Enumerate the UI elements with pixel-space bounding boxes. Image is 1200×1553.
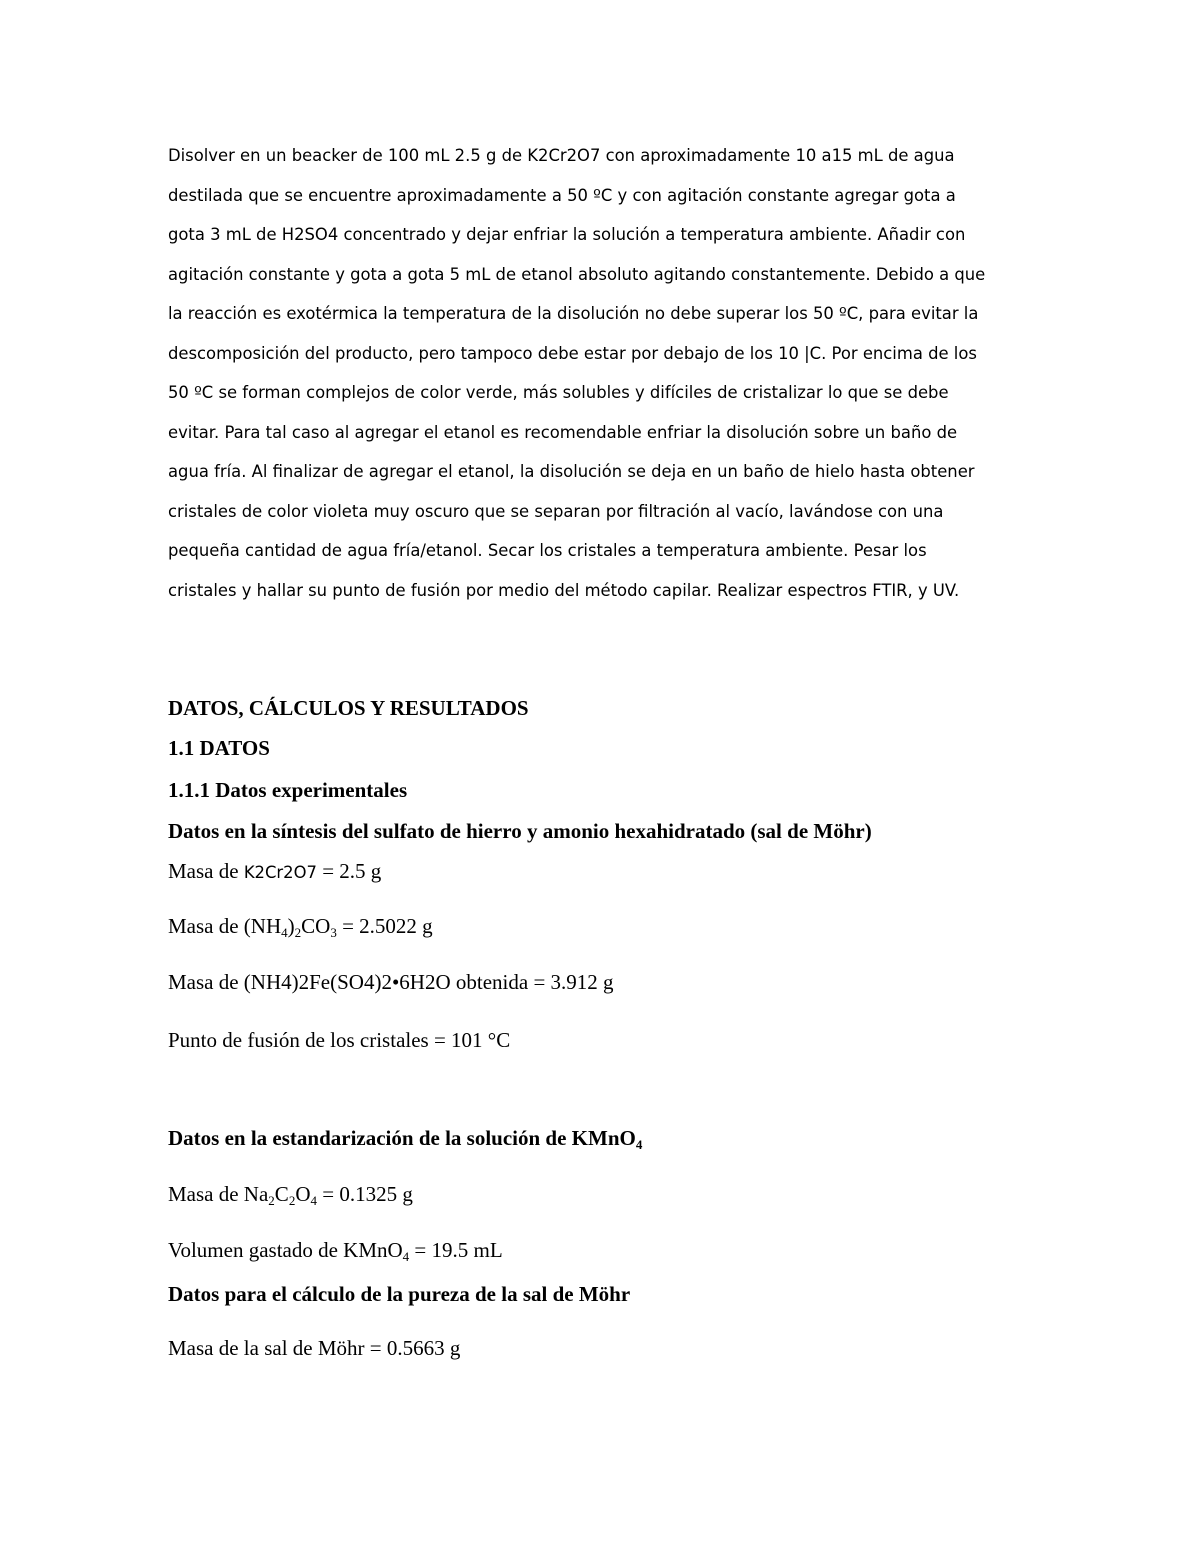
procedure-line: cristales de color violeta muy oscuro que se separan por filtración al vacío, lavándose con una: [168, 501, 944, 521]
standardization-title-sub: 4: [635, 1137, 643, 1152]
procedure-line: evitar. Para tal caso al agregar el etanol es recomendable enfriar la disolución sobre un baño de: [168, 422, 958, 442]
standardization-title-text: Datos en la estandarización de la solución de KMnO: [168, 1126, 636, 1150]
procedure-line: destilada que se encuentre aproximadamente a 50 ºC y con agitación constante agregar gota a: [168, 185, 956, 205]
procedure-paragraph: [168, 136, 1048, 610]
mass-na2c2o4-value: = 0.1325 g: [316, 1182, 413, 1206]
procedure-line: 50 ºC se forman complejos de color verde, más solubles y difíciles de cristalizar lo que se debe: [168, 383, 949, 402]
volume-kmno4-sub: 4: [402, 1249, 410, 1264]
mass-nh4-co3-value: = 2.5022 g: [336, 914, 433, 938]
mass-na2c2o4-line: [168, 1182, 413, 1208]
subsubsection-heading: 1.1.1 Datos experimentales: [168, 778, 408, 802]
section-heading: DATOS, CÁLCULOS Y RESULTADOS: [168, 696, 529, 720]
procedure-line: pequeña cantidad de agua fría/etanol. Secar los cristales a temperatura ambiente. Pesar los: [168, 541, 927, 560]
volume-kmno4-prefix: Volumen gastado de KMnO: [168, 1238, 403, 1262]
mass-nh4-co3-sub: 3: [330, 925, 337, 940]
mass-mohr-salt-obtained-line: Masa de (NH4)2Fe(SO4)2•6H2O obtenida = 3.912 g: [168, 970, 614, 994]
mass-nh4-co3-part: ): [287, 914, 295, 938]
mass-nh4-co3-sub: 2: [294, 925, 302, 940]
mass-nh4-co3-prefix: Masa de (NH: [168, 914, 282, 938]
mass-na2c2o4-sub: 4: [310, 1193, 317, 1208]
mass-na2c2o4-sub: 2: [288, 1193, 296, 1208]
subsection-heading: 1.1 DATOS: [168, 736, 270, 760]
mass-mohr-salt-line: Masa de la sal de Möhr = 0.5663 g: [168, 1336, 461, 1360]
procedure-line: cristales y hallar su punto de fusión por medio del método capilar. Realizar espectros FTIR, y UV.: [168, 580, 960, 600]
mass-na2c2o4-prefix: Masa de Na: [168, 1182, 269, 1206]
volume-kmno4-line: [168, 1238, 503, 1264]
mass-nh4-co3-sub: 4: [281, 925, 288, 940]
mass-na2c2o4-part: O: [295, 1182, 311, 1206]
procedure-line: agua fría. Al finalizar de agregar el etanol, la disolución se deja en un baño de hielo hasta obtener: [168, 462, 975, 481]
synthesis-data-title: Datos en la síntesis del sulfato de hierro y amonio hexahidratado (sal de Möhr): [168, 819, 872, 843]
mass-na2c2o4-sub: 2: [268, 1193, 275, 1208]
mass-k2cr2o7-prefix: Masa de: [168, 859, 244, 883]
mass-nh4-co3-line: [168, 914, 433, 940]
procedure-line: Disolver en un beacker de 100 mL 2.5 g de K2Cr2O7 con aproximadamente 10 a15 mL de agua: [168, 146, 955, 165]
volume-kmno4-value: = 19.5 mL: [409, 1238, 503, 1262]
mass-na2c2o4-part: C: [274, 1182, 289, 1206]
procedure-line: agitación constante y gota a gota 5 mL de etanol absoluto agitando constantemente. Debido a que: [168, 264, 986, 284]
purity-data-title: Datos para el cálculo de la pureza de la sal de Möhr: [168, 1282, 631, 1306]
procedure-line: la reacción es exotérmica la temperatura de la disolución no debe superar los 50 ºC, para evitar la: [168, 304, 979, 323]
mass-k2cr2o7-value: = 2.5 g: [316, 859, 382, 883]
mass-nh4-co3-part: CO: [301, 914, 331, 938]
procedure-line: descomposición del producto, pero tampoco debe estar por debajo de los 10 |C. Por encima de los: [168, 343, 977, 363]
standardization-data-title: [168, 1126, 643, 1152]
mass-k2cr2o7-formula: K2Cr2O7: [243, 863, 317, 882]
melting-point-line: Punto de fusión de los cristales = 101 °C: [168, 1028, 511, 1052]
procedure-line: gota 3 mL de H2SO4 concentrado y dejar enfriar la solución a temperatura ambiente. Añadir con: [168, 225, 966, 244]
mass-k2cr2o7-line: [168, 861, 381, 882]
